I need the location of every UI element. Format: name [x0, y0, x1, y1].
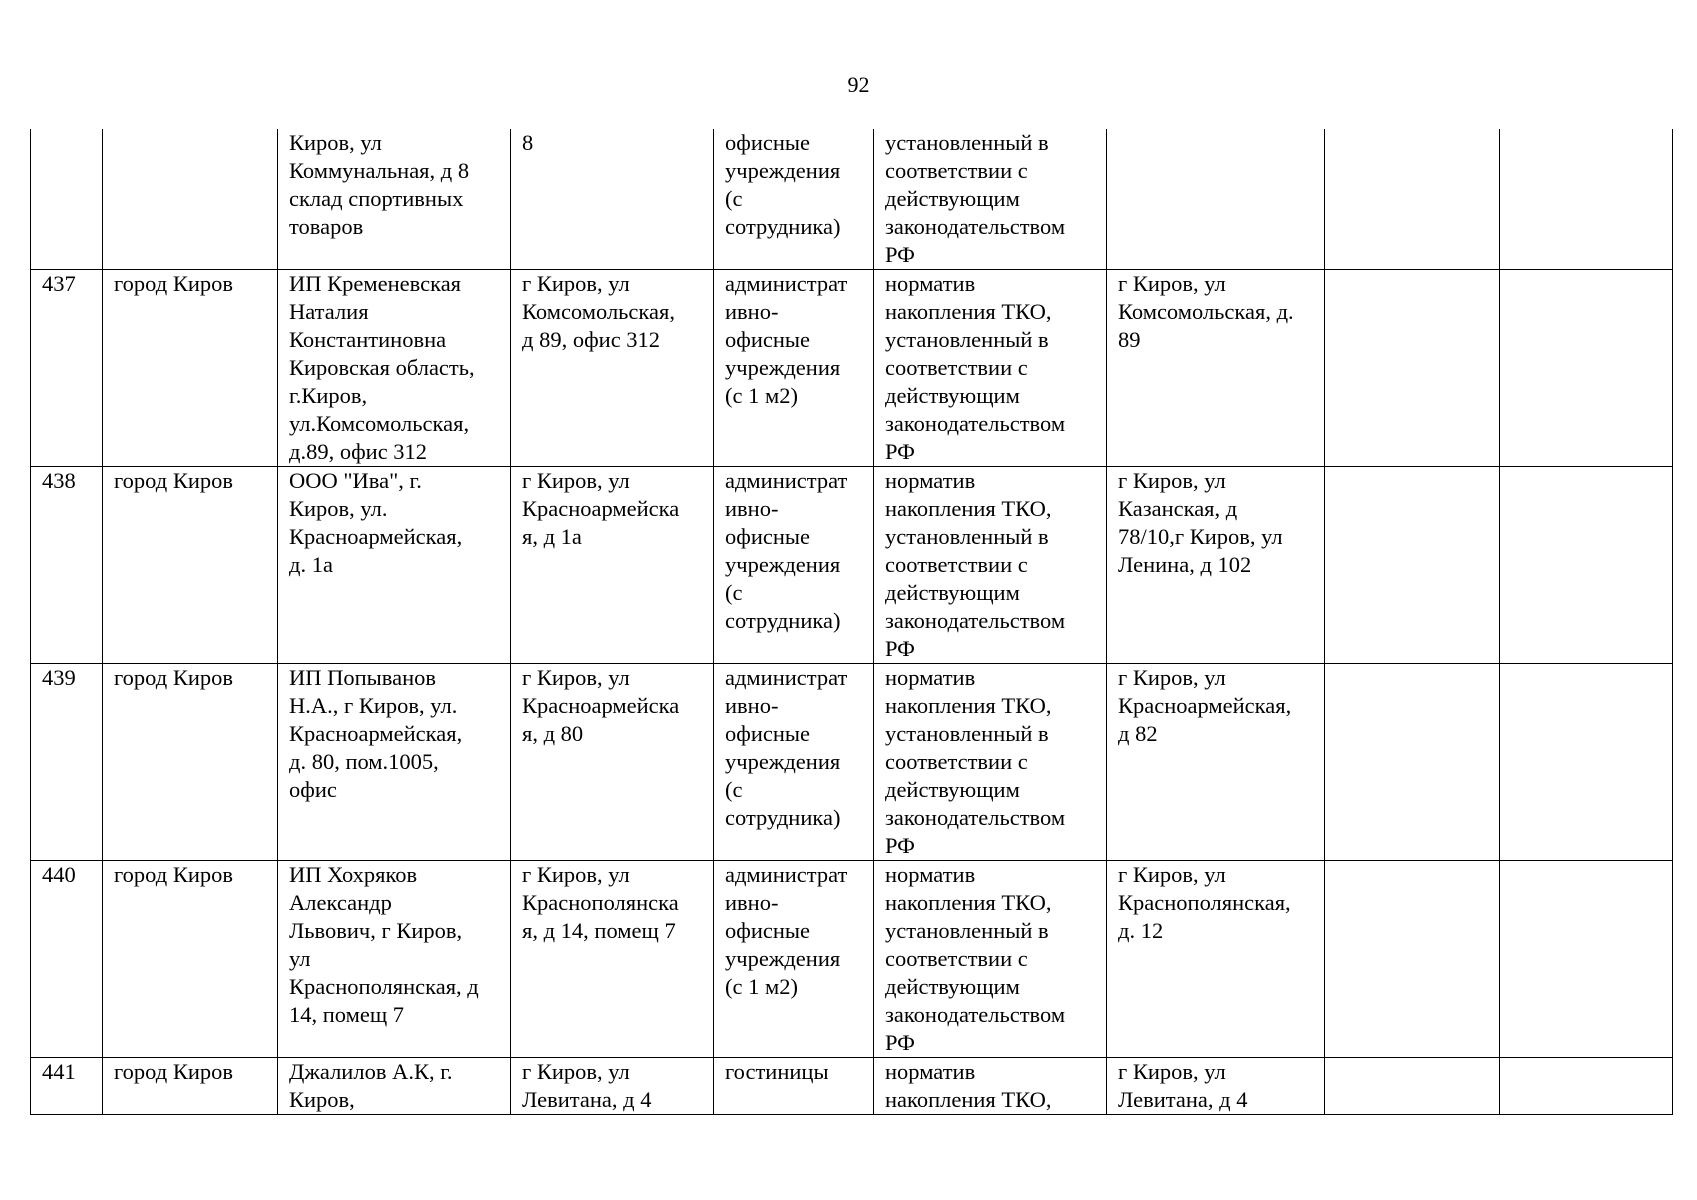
cell-address: г Киров, ул Красноармейска я, д 80	[511, 664, 714, 861]
cell-norm: норматив накопления ТКО, установленный в соответствии с действующим законодательством РФ	[874, 270, 1107, 467]
cell-norm: норматив накопления ТКО, установленный в соответствии с действующим законодательством РФ	[874, 664, 1107, 861]
cell-site: г Киров, ул Левитана, д 4	[1107, 1058, 1325, 1115]
cell-settlement	[103, 129, 278, 270]
cell-number	[31, 129, 103, 270]
cell-site	[1107, 129, 1325, 270]
cell-norm: норматив накопления ТКО, установленный в соответствии с действующим законодательством РФ	[874, 467, 1107, 664]
cell-address: г Киров, ул Краснополянска я, д 14, помещ 7	[511, 861, 714, 1058]
cell-site: г Киров, ул Красноармейская, д 82	[1107, 664, 1325, 861]
cell-owner: ИП Кременевская Наталия Константиновна Кировская область, г.Киров, ул.Комсомольская, д.89, офис 312	[278, 270, 511, 467]
table-row	[31, 664, 1673, 861]
cell-category: администрат ивно- офисные учреждения (с сотрудника)	[714, 664, 874, 861]
table-row	[31, 129, 1673, 270]
cell-site: г Киров, ул Краснополянская, д. 12	[1107, 861, 1325, 1058]
cell-number: 439	[31, 664, 103, 861]
cell-extra-1	[1325, 467, 1500, 664]
cell-extra-1	[1325, 861, 1500, 1058]
cell-settlement: город Киров	[103, 861, 278, 1058]
cell-site: г Киров, ул Казанская, д 78/10,г Киров, ул Ленина, д 102	[1107, 467, 1325, 664]
cell-address: 8	[511, 129, 714, 270]
cell-norm: установленный в соответствии с действующим законодательством РФ	[874, 129, 1107, 270]
cell-number: 437	[31, 270, 103, 467]
cell-owner: ИП Хохряков Александр Львович, г Киров, ул Краснополянская, д 14, помещ 7	[278, 861, 511, 1058]
cell-extra-2	[1500, 1058, 1673, 1115]
cell-extra-2	[1500, 861, 1673, 1058]
cell-owner: Киров, ул Коммунальная, д 8 склад спортивных товаров	[278, 129, 511, 270]
cell-address: г Киров, ул Левитана, д 4	[511, 1058, 714, 1115]
cell-owner: ООО "Ива", г. Киров, ул. Красноармейская, д. 1а	[278, 467, 511, 664]
cell-settlement: город Киров	[103, 270, 278, 467]
cell-norm: норматив накопления ТКО,	[874, 1058, 1107, 1115]
cell-site: г Киров, ул Комсомольская, д. 89	[1107, 270, 1325, 467]
cell-category: гостиницы	[714, 1058, 874, 1115]
cell-norm: норматив накопления ТКО, установленный в соответствии с действующим законодательством РФ	[874, 861, 1107, 1058]
cell-extra-1	[1325, 270, 1500, 467]
cell-number: 440	[31, 861, 103, 1058]
cell-category: администрат ивно- офисные учреждения (с сотрудника)	[714, 467, 874, 664]
cell-number: 441	[31, 1058, 103, 1115]
table-row	[31, 467, 1673, 664]
cell-extra-2	[1500, 270, 1673, 467]
cell-owner: ИП Попыванов Н.А., г Киров, ул. Красноармейская, д. 80, пом.1005, офис	[278, 664, 511, 861]
cell-address: г Киров, ул Красноармейска я, д 1а	[511, 467, 714, 664]
cell-number: 438	[31, 467, 103, 664]
cell-category: администрат ивно- офисные учреждения (с 1 м2)	[714, 270, 874, 467]
cell-extra-1	[1325, 1058, 1500, 1115]
cell-address: г Киров, ул Комсомольская, д 89, офис 312	[511, 270, 714, 467]
cell-category: администрат ивно- офисные учреждения (с 1 м2)	[714, 861, 874, 1058]
cell-settlement: город Киров	[103, 1058, 278, 1115]
cell-category: офисные учреждения (с сотрудника)	[714, 129, 874, 270]
table-row	[31, 861, 1673, 1058]
cell-extra-2	[1500, 467, 1673, 664]
table-row	[31, 270, 1673, 467]
cell-settlement: город Киров	[103, 467, 278, 664]
registry-table	[30, 129, 1673, 1115]
cell-extra-1	[1325, 129, 1500, 270]
cell-extra-2	[1500, 664, 1673, 861]
cell-extra-2	[1500, 129, 1673, 270]
table-row	[31, 1058, 1673, 1115]
cell-owner: Джалилов А.К, г. Киров,	[278, 1058, 511, 1115]
page-number: 92	[847, 72, 870, 97]
cell-settlement: город Киров	[103, 664, 278, 861]
cell-extra-1	[1325, 664, 1500, 861]
